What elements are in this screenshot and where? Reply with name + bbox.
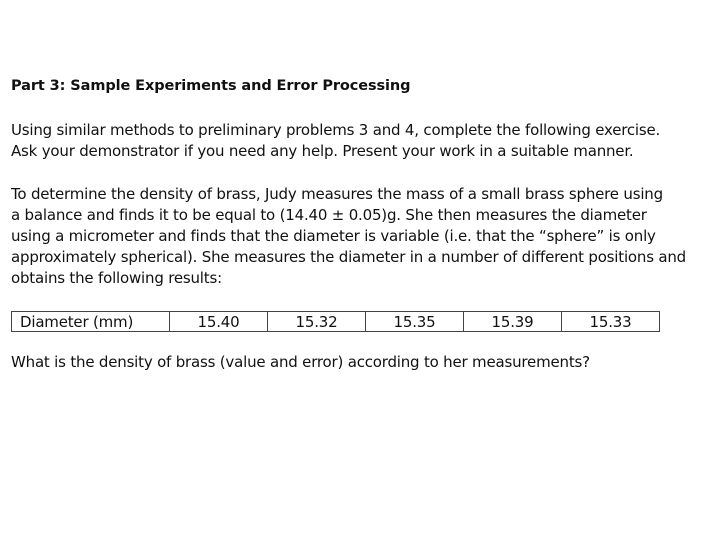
table-cell: 15.33 bbox=[562, 312, 660, 332]
paragraph-line: To determine the density of brass, Judy measures the mass of a small brass sphere using bbox=[11, 185, 663, 203]
table-cell: 15.35 bbox=[366, 312, 464, 332]
paragraph-line: Ask your demonstrator if you need any help. Present your work in a suitable manner. bbox=[11, 142, 634, 160]
table-cell: 15.32 bbox=[268, 312, 366, 332]
question-text: What is the density of brass (value and error) according to her measurements? bbox=[11, 353, 590, 371]
table-row bbox=[12, 312, 660, 332]
table-header-cell: Diameter (mm) bbox=[12, 312, 170, 332]
problem-paragraph bbox=[11, 184, 686, 289]
table-cell: 15.40 bbox=[170, 312, 268, 332]
paragraph-line: a balance and finds it to be equal to (14.40 ± 0.05)g. She then measures the diameter bbox=[11, 206, 647, 224]
instructions-paragraph bbox=[11, 120, 660, 162]
section-title: Part 3: Sample Experiments and Error Processing bbox=[11, 78, 411, 94]
table-cell: 15.39 bbox=[464, 312, 562, 332]
diameter-table bbox=[11, 311, 660, 332]
paragraph-line: obtains the following results: bbox=[11, 269, 222, 287]
paragraph-line: Using similar methods to preliminary problems 3 and 4, complete the following exercise. bbox=[11, 121, 661, 139]
paragraph-line: approximately spherical). She measures the diameter in a number of different positions and bbox=[11, 248, 686, 266]
paragraph-line: using a micrometer and finds that the diameter is variable (i.e. that the “sphere” is only bbox=[11, 227, 656, 245]
